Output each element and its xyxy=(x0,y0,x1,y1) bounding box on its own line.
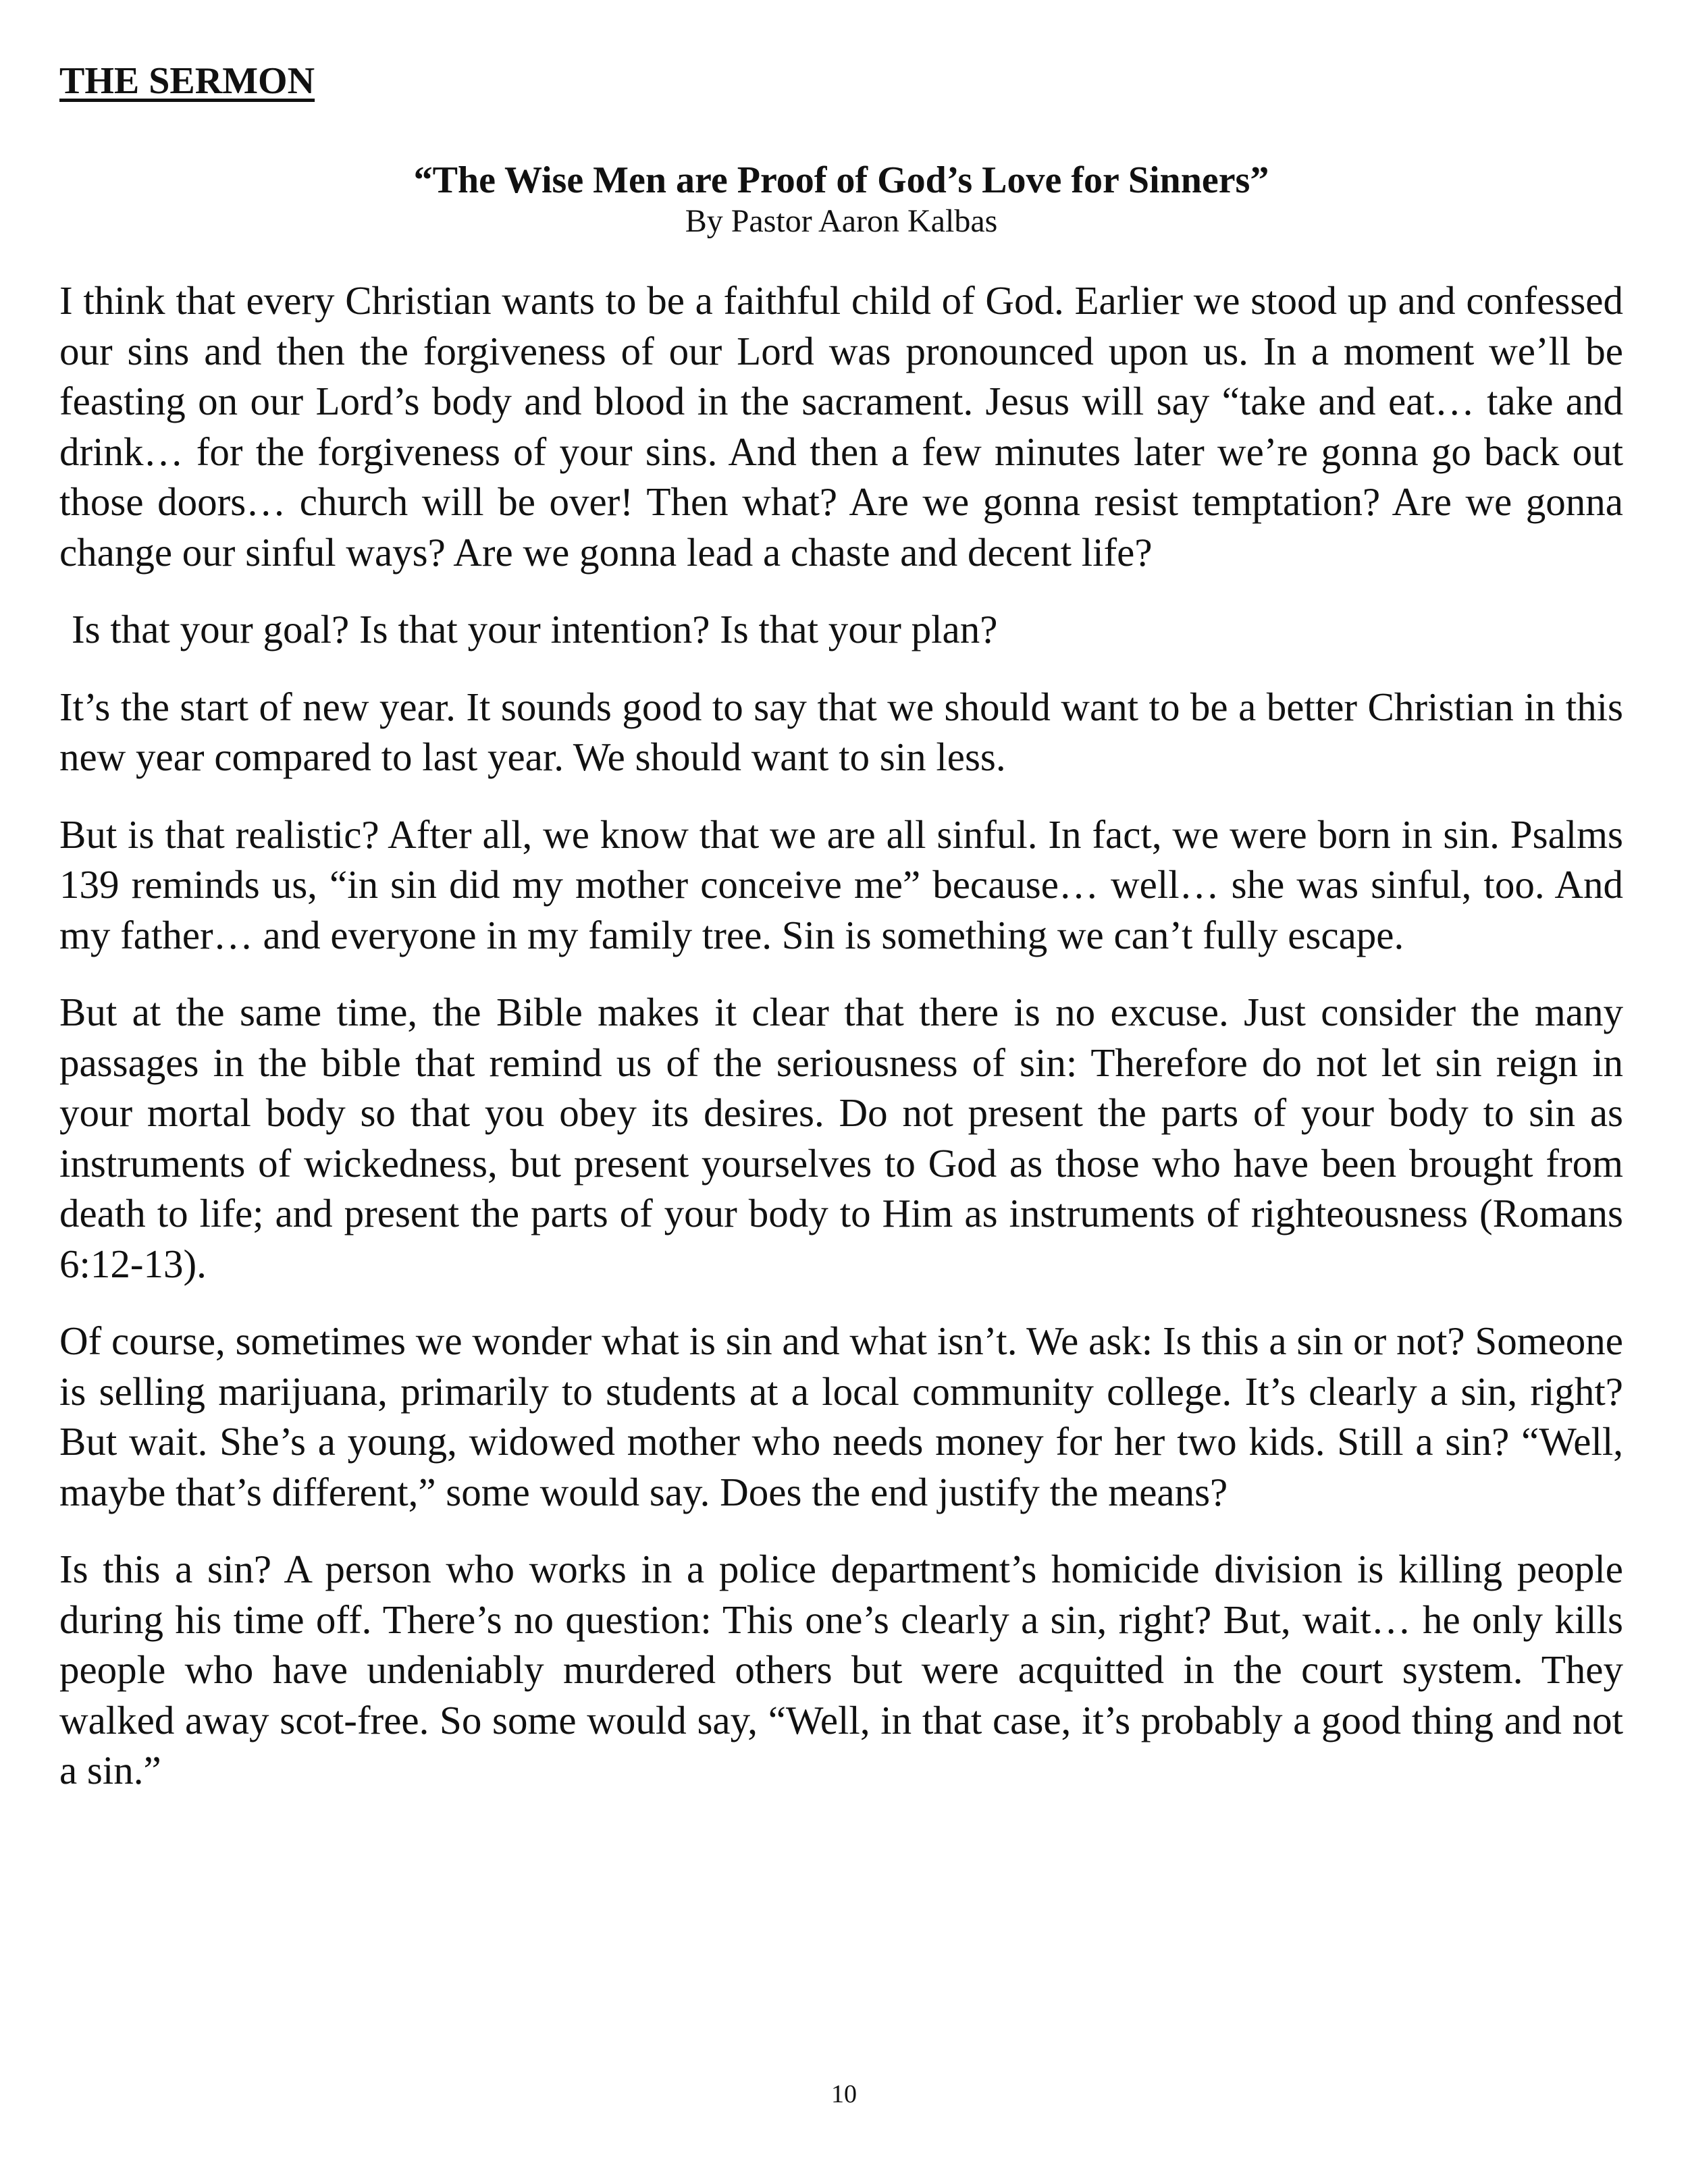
paragraph: Is that your goal? Is that your intention? Is that your plan? xyxy=(72,607,998,651)
sermon-body xyxy=(59,275,1623,1796)
sermon-title: “The Wise Men are Proof of God’s Love for Sinners” xyxy=(413,159,1269,201)
paragraph: But is that realistic? After all, we know that we are all sinful. In fact, we were born in sin. Psalms 139 reminds us, “in sin did my mother conceive me” because… well… she was sinful, too. And my father… and everyone in my family tree. Sin is something we can’t fully escape. xyxy=(59,811,1623,957)
sermon-byline: By Pastor Aaron Kalbas xyxy=(685,203,998,239)
page-number: 10 xyxy=(831,2080,857,2108)
section-heading: THE SERMON xyxy=(59,60,315,102)
document-page xyxy=(59,59,1623,1823)
paragraph: But at the same time, the Bible makes it clear that there is no excuse. Just consider the many passages in the bible that remind us of the seriousness of sin: Therefore do not let sin reign in your mortal body so that you obey its desires. Do not present the parts of your body to sin as instruments of wickedness, but present yourselves to God as those who have been brought from death to life; and present the parts of your body to Him as instruments of righteousness (Romans 6:12-13). xyxy=(59,990,1623,1286)
paragraph: It’s the start of new year. It sounds good to say that we should want to be a better Christian in this new year compared to last year. We should want to sin less. xyxy=(59,684,1623,779)
paragraph: Is this a sin? A person who works in a police department’s homicide division is killing people during his time off. There’s no question: This one’s clearly a sin, right? But, wait… he only kills people who have undeniably murdered others but were acquitted in the court system. They walked away scot-free. So some would say, “Well, in that case, it’s probably a good thing and not a sin.” xyxy=(59,1547,1623,1792)
paragraph: I think that every Christian wants to be a faithful child of God. Earlier we stood up and confessed our sins and then the forgiveness of our Lord was pronounced upon us. In a moment we’ll be feasting on our Lord’s body and blood in the sacrament. Jesus will say “take and eat… take and drink… for the forgiveness of your sins. And then a few minutes later we’re gonna go back out those doors… church will be over! Then what? Are we gonna resist temptation? Are we gonna change our sinful ways? Are we gonna lead a chaste and decent life? xyxy=(59,278,1623,575)
paragraph: Of course, sometimes we wonder what is sin and what isn’t. We ask: Is this a sin or not? Someone is selling marijuana, primarily to students at a local community college. It’s clearly a sin, right? But wait. She’s a young, widowed mother who needs money for her two kids. Still a sin? “Well, maybe that’s different,” some would say. Does the end justify the means? xyxy=(59,1319,1623,1514)
